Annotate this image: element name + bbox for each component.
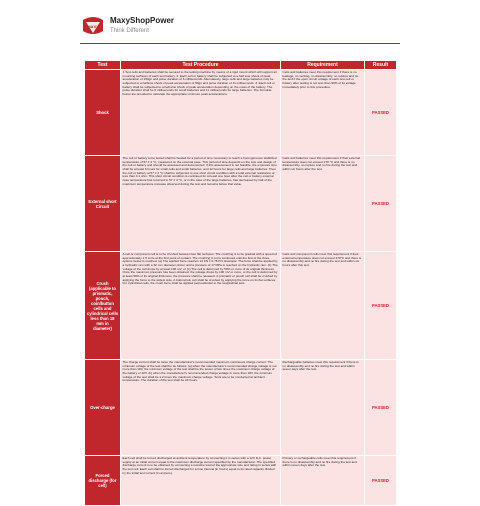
test-name: Crush (applicable to prismatic, pouch, coin/button cells and cylindrical cells less than 18 mm in diameter)	[85, 252, 121, 360]
table-row	[85, 156, 397, 252]
brand-name: MaxyShopPower	[110, 16, 175, 25]
test-procedure: The charge current shall be twice the manufacturer's recommended maximum continuous charge current. The minimum voltage of the test shall be as follows: (a) when the manufacturer's recommended charge voltage is not more than 18V, the minimum voltage of the test shall be the lesser of two times the maximum charge voltage of the battery or 22V. (b) when the manufacturer's recommended charge voltage is more than 18V, the minimum voltage of the test shall be 1.2 times the maximum charge voltage. Tests are to be conducted at ambient temperature. The duration of the test shall be 24 hours.	[121, 360, 281, 456]
test-name: Shock	[85, 70, 121, 156]
test-requirement: Cells and component cells meet this requirement if their external temperature does not exceed 170°C and there is no disassembly and no fire during the test and within six hours after this test.	[281, 252, 365, 360]
test-procedure: 1.Test cells and batteries shall be secured to the testing machine by means of a rigid mount which will support all mounting surfaces of each test battery. 2. Each cell or battery shall be subjected to a half sine shock of peak acceleration of 150gn and pulse duration of 6 milliseconds. Alternatively, large cells and large batteries may be subjected to a halfsine shock of peak acceleration of 50gn and pulse duration of 11 milliseconds. 3. Each cell or battery shall be subjected to a half-sine shock of peak acceleration depending on the mass of the battery. The pulse duration shall be 6 milliseconds for small batteries and 11 milliseconds for large batteries. The formulas below are provided to calculate the appropriate minimum peak accelerations.	[121, 70, 281, 156]
test-procedure: The cell or battery to be tested shall be heated for a period of time necessary to reach a homogeneous stabilized temperature of 57 ± 4 °C, measured on the external case. This period of time depends on the size and design of the cell or battery and should be assessed and documented. If this assessment is not feasible, the exposure time shall be at least 6 hours for small cells and small batteries, and 12 hours for large cells and large batteries. Then the cell or battery at 57 ± 4 °C shall be subjected to one short circuit condition with a total external resistance of less than 0.1 ohm. This short circuit condition is continued for at least one hour after the cell or battery external case temperature has returned to 57 ± 4 °C, or in the case of the large batteries, has decreased by half of the maximum temperature increase observed during the test and remains below that value.	[121, 156, 281, 252]
header-test: Test	[85, 61, 121, 70]
test-result: PASSED	[365, 360, 397, 456]
header-requirement: Requirement	[281, 61, 365, 70]
header-test-procedure: Test Procedure	[121, 61, 281, 70]
test-results-table	[84, 60, 397, 506]
brand-tagline: Think Different	[110, 28, 149, 34]
test-requirement: Cells and batteries meet this requirement if their external temperature does not exceed 170 °C and there is no disassembly, no rupture and no fire during the test and within six hours after the test.	[281, 156, 365, 252]
table-header-row	[85, 61, 397, 70]
table-row	[85, 252, 397, 360]
page-header	[80, 14, 400, 42]
test-result: PASSED	[365, 70, 397, 156]
test-requirement: Primary or rechargeable cells meet this requirement if there is no disassembly and no fire during the test and within seven days after the test.	[281, 456, 365, 506]
test-procedure: A cell or component cell is to be crushed between two flat surfaces. The crushing is to be gradual with a speed of approximately 1.5 cm/s at the first point of contact. The crushing is to be continued until the first of the three options below is reached. (a) The applied force reaches 13 KN ± 0.78 KN; Example: The force shall be applied by a hydraulic ram with a 32 mm diameter piston until a pressure of 17 MPa is reached on the hydraulic ram. (b) The voltage of the cell drops by at least 100 mV; or (c) The cell is deformed by 50% or more of its original thickness. Once the maximum pressure has been obtained, the voltage drops by 100 mV or more, or the cell is deformed by at least 50% of its original thickness, the pressure shall be released. A prismatic or pouch cell shall be crushed by applying the force to the widest side. A button/coin cell shall be crushed by applying the force on its flat surfaces. For cylindrical cells, the crush force shall be applied perpendicular to the longitudinal axis.	[121, 252, 281, 360]
table-row	[85, 456, 397, 506]
svg-text:MAXY: MAXY	[87, 24, 99, 29]
test-result: PASSED	[365, 456, 397, 506]
test-requirement: Rechargeable batteries meet this requirement if there is no disassembly and no fire during the test and within seven days after the test.	[281, 360, 365, 456]
test-requirement: Cells and batteries meet this requirement if there is no leakage, no venting, no disassembly, no rupture and no fire and if the open circuit voltage of each test cell or battery after testing is not less than 90% of its voltage immediately prior to this procedure.	[281, 70, 365, 156]
test-name: External short Circuit	[85, 156, 121, 252]
brand-logo-icon	[80, 14, 106, 40]
header-divider	[80, 43, 400, 44]
test-procedure: Each cell shall be forced discharged at ambient temperature by connecting it in series with a 12V D.C. power supply at an initial current equal to the maximum discharge current specified by the manufacturer. The specified discharge current is to be obtained by connecting a resistive load of the appropriate size and rating in series with the test cell. Each cell shall be forced discharged for a time interval (in hours) equal to its rated capacity divided by the initial test current (in ampere).	[121, 456, 281, 506]
test-result: PASSED	[365, 252, 397, 360]
test-result: PASSED	[365, 156, 397, 252]
test-name: Over-charge	[85, 360, 121, 456]
table-row	[85, 70, 397, 156]
table-row	[85, 360, 397, 456]
header-result: Result	[365, 61, 397, 70]
test-name: Forced discharge (for cell)	[85, 456, 121, 506]
